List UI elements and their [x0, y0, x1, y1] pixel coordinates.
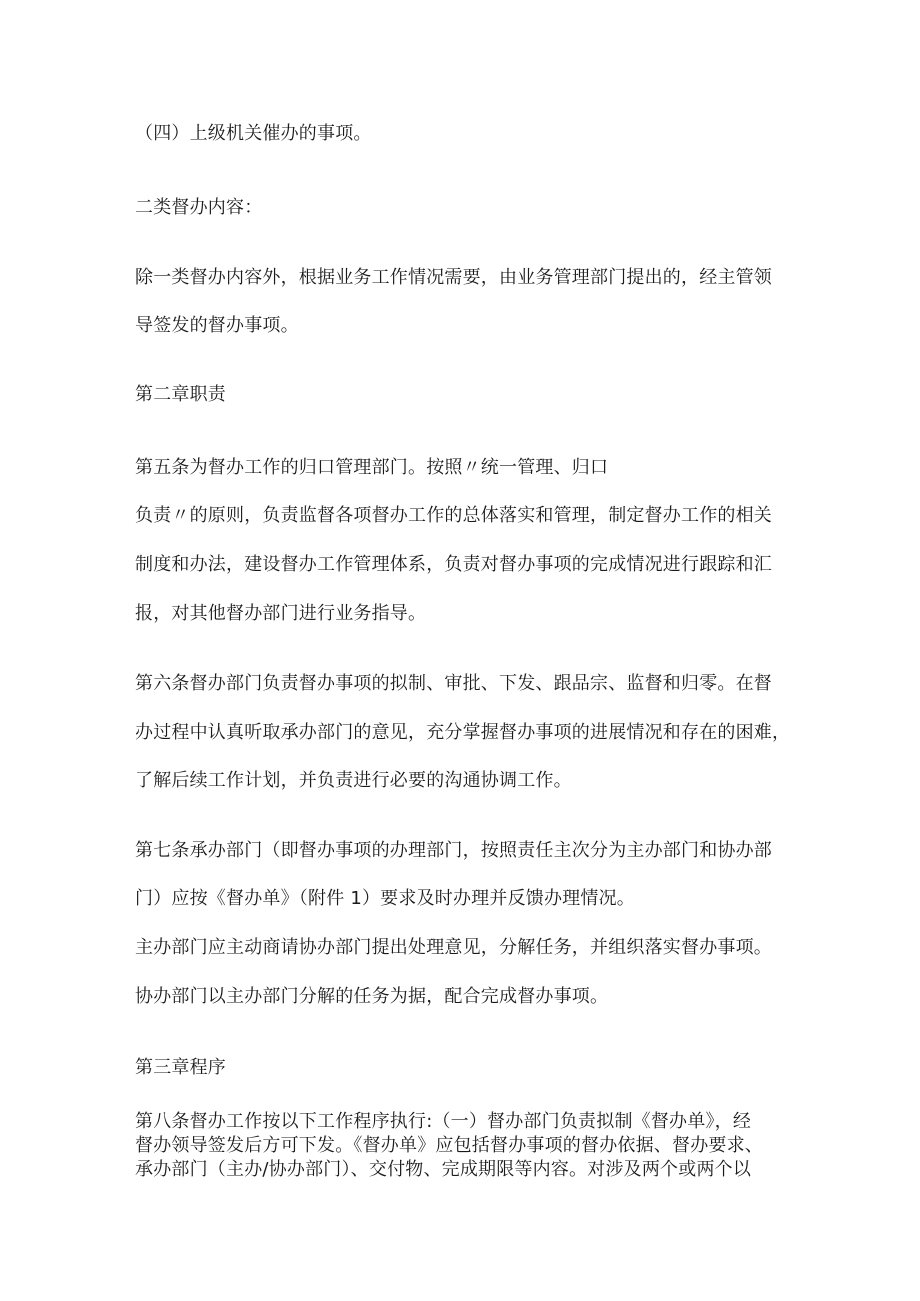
list-item-superior-urging: （四）上级机关催办的事项。 — [135, 123, 372, 144]
article-eight-line: 承办部门（主办/协办部门）、交付物、完成期限等内容。对涉及两个或两个以 — [135, 1159, 752, 1180]
article-six-line: 办过程中认真听取承办部门的意见，充分掌握督办事项的进展情况和存在的困难， — [135, 722, 791, 743]
article-eight-line: 第八条督办工作按以下工作程序执行:（一）督办部门负责拟制《督办单》，经 — [135, 1111, 752, 1132]
chapter-heading-procedure: 第三章程序 — [135, 1057, 226, 1078]
article-five-line: 负责〃的原则，负责监督各项督办工作的总体落实和管理，制定督办工作的相关 — [135, 505, 772, 526]
paragraph-line: 除一类督办内容外，根据业务工作情况需要，由业务管理部门提出的，经主管领 — [135, 267, 772, 288]
article-five-line: 第五条为督办工作的归口管理部门。按照〃统一管理、归口 — [135, 457, 609, 478]
article-seven-line: 第七条承办部门（即督办事项的办理部门，按照责任主次分为主办部门和协办部 — [135, 840, 772, 861]
paragraph-line: 主办部门应主动商请协办部门提出处理意见，分解任务，并组织落实督办事项。 — [135, 937, 772, 958]
article-five-line: 制度和办法，建设督办工作管理体系，负责对督办事项的完成情况进行跟踪和汇 — [135, 554, 772, 575]
article-six-line: 第六条督办部门负责督办事项的拟制、审批、下发、跟品宗、监督和归零。在督 — [135, 673, 772, 694]
chapter-heading-duties: 第二章职责 — [135, 384, 226, 405]
article-five-line: 报，对其他督办部门进行业务指导。 — [135, 603, 427, 624]
article-seven-line: 门）应按《督办单》（附件 1）要求及时办理并反馈办理情况。 — [135, 888, 635, 909]
article-eight-line: 督办领导签发后方可下发。《督办单》应包括督办事项的督办依据、督办要求、 — [135, 1135, 763, 1156]
paragraph-line: 导签发的督办事项。 — [135, 315, 299, 336]
article-six-line: 了解后续工作计划，并负责进行必要的沟通协调工作。 — [135, 770, 572, 791]
paragraph-line: 协办部门以主办部门分解的任务为据，配合完成督办事项。 — [135, 986, 609, 1007]
section-heading-class-two: 二类督办内容： — [135, 197, 263, 218]
